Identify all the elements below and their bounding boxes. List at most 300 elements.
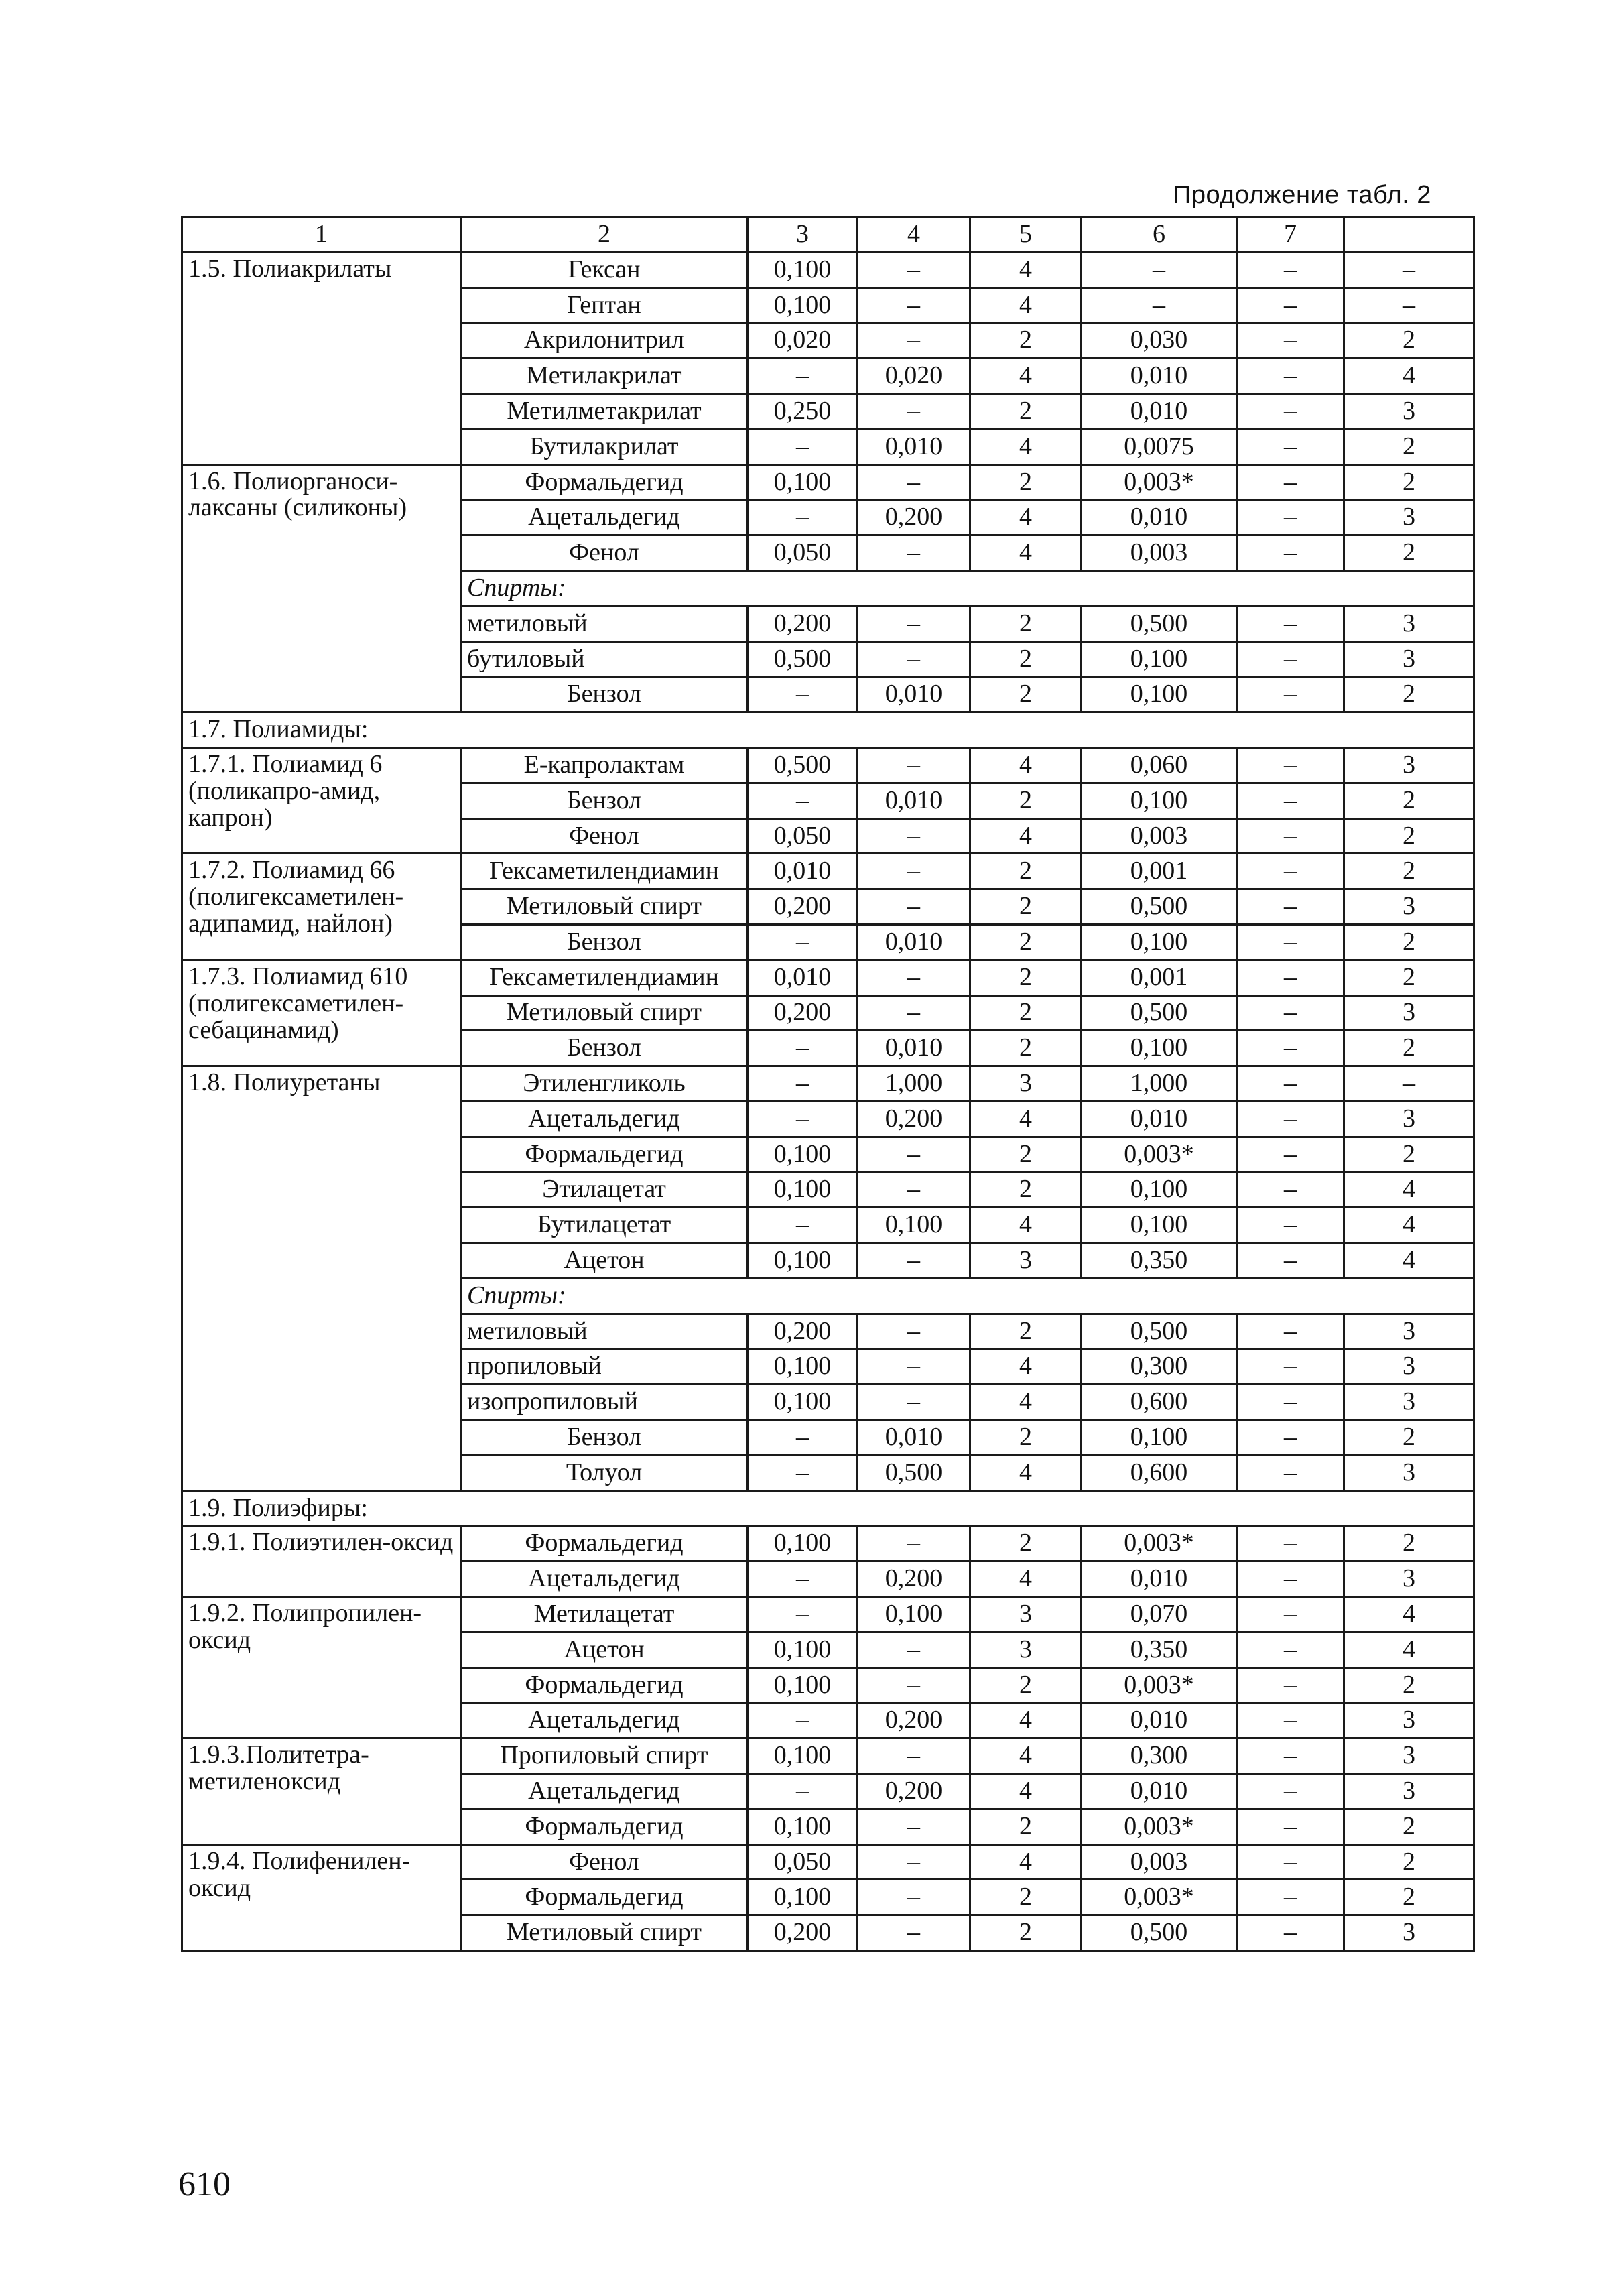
value-cell-5: 3	[970, 1066, 1082, 1102]
value-cell-3: –	[748, 1066, 858, 1102]
value-cell-3: –	[748, 1774, 858, 1809]
value-cell-4: 0,200	[858, 500, 970, 535]
value-cell-7: –	[1237, 1420, 1344, 1456]
table-body	[182, 252, 1474, 1950]
value-cell-5: 2	[970, 641, 1082, 677]
value-cell-5: 2	[970, 995, 1082, 1031]
value-cell-5: 2	[970, 1314, 1082, 1349]
value-cell-4: –	[858, 606, 970, 641]
substance-name-cell: Бензол	[461, 924, 748, 960]
value-cell-3: –	[748, 1101, 858, 1137]
value-cell-5: 4	[970, 1561, 1082, 1597]
polymer-group-cell: 1.7.2. Полиамид 66 (полигексаметилен-адипамид, найлон)	[182, 854, 461, 960]
substance-name-cell: Ацетальдегид	[461, 1774, 748, 1809]
value-cell-3: 0,050	[748, 535, 858, 571]
value-cell-4: 0,100	[858, 1597, 970, 1633]
value-cell-5: 2	[970, 1667, 1082, 1703]
table-row	[182, 1844, 1474, 1880]
value-cell-3: –	[748, 1208, 858, 1243]
substance-name-cell: Метиловый спирт	[461, 1915, 748, 1951]
substance-name-cell: Ацетальдегид	[461, 1703, 748, 1738]
value-cell-7: –	[1237, 359, 1344, 394]
polymer-group-cell: 1.9.1. Полиэтилен-оксид	[182, 1526, 461, 1597]
value-cell-7: –	[1237, 1632, 1344, 1667]
value-cell-7: –	[1237, 429, 1344, 464]
value-cell-3: 0,250	[748, 393, 858, 429]
value-cell-7: –	[1237, 1101, 1344, 1137]
value-cell-3: –	[748, 1561, 858, 1597]
value-cell-7: –	[1237, 393, 1344, 429]
value-cell-6: 0,300	[1082, 1349, 1237, 1385]
table-row	[182, 1597, 1474, 1633]
value-cell-5: 4	[970, 252, 1082, 288]
value-cell-8: 3	[1344, 1385, 1474, 1420]
section-label: 1.7. Полиамиды:	[182, 712, 1474, 748]
substance-name-cell: Ацетон	[461, 1243, 748, 1279]
value-cell-5: 3	[970, 1632, 1082, 1667]
value-cell-5: 4	[970, 1738, 1082, 1774]
value-cell-8: 2	[1344, 1667, 1474, 1703]
value-cell-3: 0,100	[748, 1172, 858, 1208]
value-cell-5: 2	[970, 606, 1082, 641]
value-cell-6: 0,100	[1082, 1172, 1237, 1208]
value-cell-8: 2	[1344, 854, 1474, 889]
page-number: 610	[178, 2165, 231, 2204]
substance-name-cell: Фенол	[461, 535, 748, 571]
substance-name-cell: Бутилакрилат	[461, 429, 748, 464]
table-row	[182, 252, 1474, 288]
value-cell-6: 0,003*	[1082, 1880, 1237, 1915]
value-cell-7: –	[1237, 783, 1344, 818]
value-cell-7: –	[1237, 889, 1344, 925]
value-cell-4: –	[858, 1738, 970, 1774]
header-col-8	[1344, 217, 1474, 253]
value-cell-3: –	[748, 677, 858, 712]
value-cell-4: –	[858, 995, 970, 1031]
substance-name-cell: Гексаметилендиамин	[461, 960, 748, 995]
substance-name-cell: Ацетальдегид	[461, 1101, 748, 1137]
value-cell-8: 4	[1344, 1597, 1474, 1633]
value-cell-4: 0,200	[858, 1561, 970, 1597]
value-cell-5: 2	[970, 393, 1082, 429]
value-cell-4: 0,010	[858, 429, 970, 464]
value-cell-7: –	[1237, 1172, 1344, 1208]
value-cell-3: –	[748, 429, 858, 464]
section-row	[182, 1490, 1474, 1526]
table-row	[182, 854, 1474, 889]
value-cell-8: 3	[1344, 1561, 1474, 1597]
substance-name-cell: Формальдегид	[461, 1880, 748, 1915]
substance-name-cell: Бензол	[461, 783, 748, 818]
substance-name-cell: Е-капролактам	[461, 747, 748, 783]
table-row	[182, 1526, 1474, 1561]
substance-name-cell: Формальдегид	[461, 1667, 748, 1703]
value-cell-6: 0,003*	[1082, 1667, 1237, 1703]
value-cell-5: 2	[970, 783, 1082, 818]
value-cell-8: 2	[1344, 464, 1474, 500]
value-cell-4: –	[858, 323, 970, 359]
value-cell-8: 3	[1344, 747, 1474, 783]
value-cell-4: 1,000	[858, 1066, 970, 1102]
value-cell-6: 0,001	[1082, 960, 1237, 995]
value-cell-8: 3	[1344, 1703, 1474, 1738]
value-cell-3: 0,200	[748, 606, 858, 641]
value-cell-4: –	[858, 288, 970, 323]
value-cell-6: 0,060	[1082, 747, 1237, 783]
value-cell-4: –	[858, 1844, 970, 1880]
substance-name-cell: Ацетон	[461, 1632, 748, 1667]
value-cell-7: –	[1237, 1137, 1344, 1172]
value-cell-8: 3	[1344, 1738, 1474, 1774]
substance-name-cell: Формальдегид	[461, 1809, 748, 1844]
substance-name-cell: Метилметакрилат	[461, 393, 748, 429]
value-cell-8: 2	[1344, 783, 1474, 818]
value-cell-8: 2	[1344, 1031, 1474, 1066]
value-cell-6: 0,010	[1082, 393, 1237, 429]
value-cell-7: –	[1237, 677, 1344, 712]
value-cell-3: 0,100	[748, 252, 858, 288]
value-cell-7: –	[1237, 1667, 1344, 1703]
substance-name-cell: Ацетальдегид	[461, 1561, 748, 1597]
value-cell-7: –	[1237, 854, 1344, 889]
value-cell-3: –	[748, 500, 858, 535]
value-cell-5: 4	[970, 429, 1082, 464]
value-cell-6: 0,300	[1082, 1738, 1237, 1774]
value-cell-7: –	[1237, 818, 1344, 854]
value-cell-8: 2	[1344, 818, 1474, 854]
value-cell-8: 4	[1344, 1632, 1474, 1667]
value-cell-6: 0,100	[1082, 1031, 1237, 1066]
value-cell-7: –	[1237, 1809, 1344, 1844]
value-cell-4: –	[858, 818, 970, 854]
value-cell-5: 4	[970, 747, 1082, 783]
value-cell-5: 2	[970, 1420, 1082, 1456]
value-cell-5: 4	[970, 535, 1082, 571]
value-cell-4: –	[858, 1349, 970, 1385]
value-cell-4: –	[858, 1314, 970, 1349]
substance-name-cell: Метилацетат	[461, 1597, 748, 1633]
value-cell-5: 4	[970, 1349, 1082, 1385]
value-cell-6: 0,010	[1082, 1703, 1237, 1738]
value-cell-7: –	[1237, 995, 1344, 1031]
value-cell-6: –	[1082, 288, 1237, 323]
value-cell-4: –	[858, 889, 970, 925]
value-cell-5: 2	[970, 854, 1082, 889]
value-cell-5: 4	[970, 1774, 1082, 1809]
header-col-5: 5	[970, 217, 1082, 253]
section-label: 1.9. Полиэфиры:	[182, 1490, 1474, 1526]
value-cell-8: 3	[1344, 1349, 1474, 1385]
value-cell-6: 0,010	[1082, 359, 1237, 394]
substance-name-cell: Пропиловый спирт	[461, 1738, 748, 1774]
value-cell-8: –	[1344, 252, 1474, 288]
substance-name-cell: Ацетальдегид	[461, 500, 748, 535]
polymer-group-cell: 1.5. Полиакрилаты	[182, 252, 461, 464]
substance-name-cell: Гексаметилендиамин	[461, 854, 748, 889]
value-cell-4: –	[858, 960, 970, 995]
value-cell-6: 0,003	[1082, 818, 1237, 854]
value-cell-7: –	[1237, 1314, 1344, 1349]
value-cell-6: 0,070	[1082, 1597, 1237, 1633]
value-cell-7: –	[1237, 1915, 1344, 1951]
value-cell-5: 4	[970, 1844, 1082, 1880]
value-cell-7: –	[1237, 1880, 1344, 1915]
value-cell-4: –	[858, 641, 970, 677]
value-cell-7: –	[1237, 1385, 1344, 1420]
value-cell-6: 0,500	[1082, 1314, 1237, 1349]
value-cell-7: –	[1237, 606, 1344, 641]
value-cell-3: 0,500	[748, 747, 858, 783]
value-cell-5: 3	[970, 1597, 1082, 1633]
value-cell-5: 2	[970, 889, 1082, 925]
value-cell-5: 4	[970, 1703, 1082, 1738]
header-col-2: 2	[461, 217, 748, 253]
table-row	[182, 960, 1474, 995]
substance-name-cell: пропиловый	[461, 1349, 748, 1385]
value-cell-3: –	[748, 1703, 858, 1738]
value-cell-8: 3	[1344, 1915, 1474, 1951]
value-cell-6: 0,010	[1082, 500, 1237, 535]
value-cell-5: 2	[970, 960, 1082, 995]
polymer-group-cell: 1.7.3. Полиамид 610 (полигексаметилен-себацинамид)	[182, 960, 461, 1066]
value-cell-3: –	[748, 359, 858, 394]
value-cell-8: 3	[1344, 889, 1474, 925]
substance-name-cell: Метилакрилат	[461, 359, 748, 394]
value-cell-6: 0,100	[1082, 641, 1237, 677]
polymer-group-cell: 1.9.2. Полипропилен-оксид	[182, 1597, 461, 1738]
value-cell-8: 2	[1344, 1880, 1474, 1915]
value-cell-4: 0,010	[858, 1031, 970, 1066]
substance-name-cell: Этиленгликоль	[461, 1066, 748, 1102]
value-cell-7: –	[1237, 252, 1344, 288]
value-cell-3: 0,200	[748, 995, 858, 1031]
subheading-label: Спирты:	[461, 1278, 1474, 1314]
value-cell-6: 0,500	[1082, 1915, 1237, 1951]
value-cell-5: 3	[970, 1243, 1082, 1279]
value-cell-8: 3	[1344, 1774, 1474, 1809]
substance-name-cell: Гексан	[461, 252, 748, 288]
value-cell-8: 4	[1344, 1208, 1474, 1243]
value-cell-5: 4	[970, 359, 1082, 394]
value-cell-8: 3	[1344, 393, 1474, 429]
value-cell-6: 0,003	[1082, 535, 1237, 571]
value-cell-7: –	[1237, 641, 1344, 677]
value-cell-6: 0,350	[1082, 1243, 1237, 1279]
value-cell-4: –	[858, 747, 970, 783]
value-cell-6: 0,600	[1082, 1455, 1237, 1490]
value-cell-4: 0,500	[858, 1455, 970, 1490]
value-cell-4: –	[858, 1526, 970, 1561]
value-cell-4: –	[858, 535, 970, 571]
value-cell-5: 4	[970, 1385, 1082, 1420]
value-cell-5: 2	[970, 1880, 1082, 1915]
value-cell-7: –	[1237, 1561, 1344, 1597]
value-cell-4: –	[858, 1137, 970, 1172]
value-cell-3: –	[748, 783, 858, 818]
substance-name-cell: Этилацетат	[461, 1172, 748, 1208]
value-cell-8: 4	[1344, 1243, 1474, 1279]
value-cell-8: –	[1344, 1066, 1474, 1102]
value-cell-7: –	[1237, 1208, 1344, 1243]
value-cell-5: 4	[970, 1455, 1082, 1490]
value-cell-7: –	[1237, 1597, 1344, 1633]
value-cell-6: 0,350	[1082, 1632, 1237, 1667]
value-cell-4: –	[858, 252, 970, 288]
value-cell-6: 0,003*	[1082, 1526, 1237, 1561]
value-cell-8: 2	[1344, 1526, 1474, 1561]
value-cell-8: 2	[1344, 1420, 1474, 1456]
value-cell-5: 2	[970, 1809, 1082, 1844]
value-cell-4: 0,010	[858, 1420, 970, 1456]
subheading-label: Спирты:	[461, 570, 1474, 606]
value-cell-6: 0,003*	[1082, 1809, 1237, 1844]
value-cell-6: 0,600	[1082, 1385, 1237, 1420]
value-cell-7: –	[1237, 288, 1344, 323]
value-cell-5: 4	[970, 1101, 1082, 1137]
header-col-7: 7	[1237, 217, 1344, 253]
value-cell-6: 0,010	[1082, 1101, 1237, 1137]
substance-name-cell: Гептан	[461, 288, 748, 323]
value-cell-6: –	[1082, 252, 1237, 288]
value-cell-6: 0,100	[1082, 677, 1237, 712]
value-cell-7: –	[1237, 1738, 1344, 1774]
value-cell-8: 3	[1344, 1314, 1474, 1349]
value-cell-4: 0,100	[858, 1208, 970, 1243]
value-cell-4: –	[858, 1667, 970, 1703]
value-cell-4: 0,200	[858, 1774, 970, 1809]
substance-name-cell: Бензол	[461, 1031, 748, 1066]
polymer-group-cell: 1.8. Полиуретаны	[182, 1066, 461, 1491]
value-cell-7: –	[1237, 1349, 1344, 1385]
value-cell-6: 0,100	[1082, 924, 1237, 960]
value-cell-7: –	[1237, 464, 1344, 500]
substance-name-cell: Толуол	[461, 1455, 748, 1490]
value-cell-8: 2	[1344, 1137, 1474, 1172]
value-cell-3: 0,100	[748, 1349, 858, 1385]
value-cell-3: 0,050	[748, 1844, 858, 1880]
table-row	[182, 747, 1474, 783]
value-cell-8: 3	[1344, 995, 1474, 1031]
value-cell-7: –	[1237, 747, 1344, 783]
value-cell-3: –	[748, 924, 858, 960]
value-cell-7: –	[1237, 1455, 1344, 1490]
value-cell-4: –	[858, 1385, 970, 1420]
value-cell-7: –	[1237, 924, 1344, 960]
value-cell-5: 4	[970, 818, 1082, 854]
value-cell-3: 0,100	[748, 288, 858, 323]
value-cell-5: 4	[970, 288, 1082, 323]
table-header-row	[182, 217, 1474, 253]
value-cell-8: 3	[1344, 500, 1474, 535]
header-col-6: 6	[1082, 217, 1237, 253]
value-cell-3: –	[748, 1597, 858, 1633]
polymer-group-cell: 1.6. Полиорганоси-лаксаны (силиконы)	[182, 464, 461, 712]
value-cell-8: 2	[1344, 677, 1474, 712]
value-cell-7: –	[1237, 1844, 1344, 1880]
value-cell-3: 0,100	[748, 1243, 858, 1279]
value-cell-4: 0,010	[858, 783, 970, 818]
substance-name-cell: изопропиловый	[461, 1385, 748, 1420]
value-cell-3: 0,050	[748, 818, 858, 854]
value-cell-5: 2	[970, 464, 1082, 500]
value-cell-6: 0,500	[1082, 606, 1237, 641]
substance-name-cell: Фенол	[461, 1844, 748, 1880]
value-cell-8: 3	[1344, 1101, 1474, 1137]
polymer-group-cell: 1.9.4. Полифенилен-оксид	[182, 1844, 461, 1950]
value-cell-7: –	[1237, 535, 1344, 571]
value-cell-4: –	[858, 464, 970, 500]
value-cell-4: 0,200	[858, 1703, 970, 1738]
value-cell-6: 0,500	[1082, 889, 1237, 925]
substance-name-cell: Формальдегид	[461, 1526, 748, 1561]
value-cell-5: 2	[970, 1172, 1082, 1208]
value-cell-6: 0,030	[1082, 323, 1237, 359]
value-cell-8: 2	[1344, 1809, 1474, 1844]
value-cell-8: 2	[1344, 1844, 1474, 1880]
value-cell-7: –	[1237, 1031, 1344, 1066]
table-caption: Продолжение табл. 2	[1173, 181, 1431, 209]
substance-name-cell: Акрилонитрил	[461, 323, 748, 359]
value-cell-3: 0,100	[748, 1385, 858, 1420]
value-cell-3: –	[748, 1455, 858, 1490]
substance-name-cell: Метиловый спирт	[461, 889, 748, 925]
value-cell-8: 4	[1344, 1172, 1474, 1208]
substance-name-cell: Бензол	[461, 677, 748, 712]
value-cell-7: –	[1237, 1703, 1344, 1738]
value-cell-3: 0,200	[748, 889, 858, 925]
value-cell-6: 0,0075	[1082, 429, 1237, 464]
value-cell-3: 0,010	[748, 854, 858, 889]
value-cell-6: 0,003*	[1082, 1137, 1237, 1172]
value-cell-3: 0,500	[748, 641, 858, 677]
value-cell-6: 0,100	[1082, 783, 1237, 818]
header-col-3: 3	[748, 217, 858, 253]
value-cell-6: 0,001	[1082, 854, 1237, 889]
substance-name-cell: Фенол	[461, 818, 748, 854]
substance-name-cell: Бутилацетат	[461, 1208, 748, 1243]
value-cell-4: –	[858, 1880, 970, 1915]
substance-name-cell: Метиловый спирт	[461, 995, 748, 1031]
value-cell-3: 0,200	[748, 1314, 858, 1349]
section-row	[182, 712, 1474, 748]
value-cell-3: 0,100	[748, 1526, 858, 1561]
hygiene-standards-table	[181, 216, 1475, 1952]
value-cell-5: 2	[970, 1526, 1082, 1561]
value-cell-7: –	[1237, 1066, 1344, 1102]
value-cell-8: 2	[1344, 924, 1474, 960]
value-cell-8: 3	[1344, 1455, 1474, 1490]
value-cell-7: –	[1237, 1243, 1344, 1279]
value-cell-8: 2	[1344, 960, 1474, 995]
value-cell-8: 3	[1344, 641, 1474, 677]
value-cell-5: 4	[970, 500, 1082, 535]
table-row	[182, 464, 1474, 500]
polymer-group-cell: 1.9.3.Политетра-метиленоксид	[182, 1738, 461, 1844]
header-col-4: 4	[858, 217, 970, 253]
value-cell-8: –	[1344, 288, 1474, 323]
value-cell-5: 2	[970, 924, 1082, 960]
value-cell-8: 2	[1344, 429, 1474, 464]
value-cell-7: –	[1237, 323, 1344, 359]
value-cell-3: –	[748, 1031, 858, 1066]
header-col-1: 1	[182, 217, 461, 253]
value-cell-5: 2	[970, 1915, 1082, 1951]
value-cell-5: 4	[970, 1208, 1082, 1243]
substance-name-cell: Формальдегид	[461, 464, 748, 500]
value-cell-4: –	[858, 854, 970, 889]
value-cell-5: 2	[970, 1031, 1082, 1066]
value-cell-6: 0,010	[1082, 1774, 1237, 1809]
